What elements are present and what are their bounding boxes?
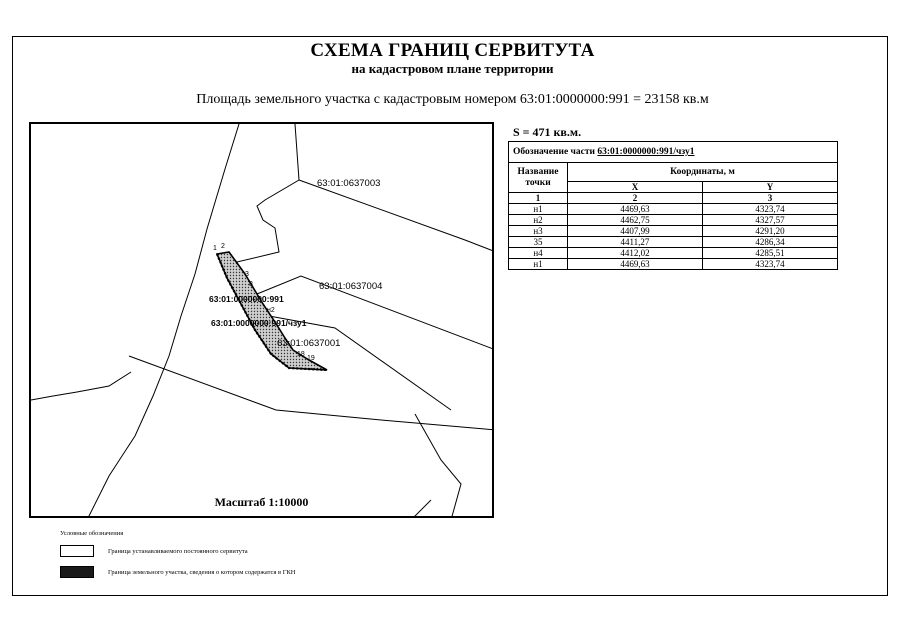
table-row <box>509 226 838 237</box>
cell-x: 4407,99 <box>568 226 703 237</box>
cell-name: н4 <box>509 248 568 259</box>
cell-x: 4412,02 <box>568 248 703 259</box>
col-point-name: Название точки <box>509 163 568 193</box>
table-row <box>509 204 838 215</box>
cell-name: н1 <box>509 259 568 270</box>
designation-value: 63:01:0000000:991/чзу1 <box>597 147 695 157</box>
legend-title: Условные обозначения <box>60 530 124 537</box>
label-part: 63:01:0000000:991/чзу1 <box>211 318 307 328</box>
document-title: СХЕМА ГРАНИЦ СЕРВИТУТА <box>310 40 595 61</box>
cell-x: 4411,27 <box>568 237 703 248</box>
table-row <box>509 259 838 270</box>
label-point-8: 8 <box>249 281 253 288</box>
table-row <box>509 248 838 259</box>
cell-y: 4291,20 <box>702 226 837 237</box>
legend-swatch-parcel <box>60 566 94 578</box>
legend-text-parcel: Граница земельного участка, сведения о котором содержатся в ГКН <box>108 569 296 576</box>
servitude-area: S = 471 кв.м. <box>513 125 582 139</box>
label-block-0637001: 63:01:0637001 <box>277 338 341 349</box>
table-row <box>509 215 838 226</box>
cell-x: 4469,63 <box>568 259 703 270</box>
designation-header: Обозначение части 63:01:0000000:991/чзу1 <box>509 142 838 163</box>
cell-name: 35 <box>509 237 568 248</box>
col-num-3: 3 <box>702 193 837 204</box>
cell-x: 4469,63 <box>568 204 703 215</box>
map-drawing <box>31 124 494 518</box>
cell-y: 4286,34 <box>702 237 837 248</box>
col-num-2: 2 <box>568 193 703 204</box>
cadastral-map <box>29 122 494 518</box>
coordinates-table <box>508 141 838 270</box>
cell-name: н3 <box>509 226 568 237</box>
cell-x: 4462,75 <box>568 215 703 226</box>
label-point-1: 1 <box>213 245 217 252</box>
label-point-2: 2 <box>221 243 225 250</box>
cell-name: н1 <box>509 204 568 215</box>
col-num-1: 1 <box>509 193 568 204</box>
map-scale: Масштаб 1:10000 <box>214 495 309 509</box>
cell-y: 4285,51 <box>702 248 837 259</box>
label-point-3: 3 <box>245 271 249 278</box>
label-block-0637004: 63:01:0637004 <box>319 281 383 292</box>
label-block-0637003: 63:01:0637003 <box>317 178 381 189</box>
col-coordinates: Координаты, м <box>568 163 838 182</box>
legend-swatch-servitude <box>60 545 94 557</box>
col-x: X <box>568 182 703 193</box>
table-row <box>509 237 838 248</box>
cell-y: 4327,57 <box>702 215 837 226</box>
cell-y: 4323,74 <box>702 204 837 215</box>
label-parcel: 63:01:0000000:991 <box>209 294 284 304</box>
label-point-19: 19 <box>307 355 315 362</box>
cell-y: 4323,74 <box>702 259 837 270</box>
parcel-area-line: Площадь земельного участка с кадастровым номером 63:01:0000000:991 = 23158 кв.м <box>196 92 709 107</box>
document-subtitle: на кадастровом плане территории <box>351 61 554 76</box>
col-y: Y <box>702 182 837 193</box>
label-point-18: 18 <box>297 351 305 358</box>
label-point-n2: н2 <box>267 307 275 314</box>
legend-text-servitude: Граница устанавливаемого постоянного сервитута <box>108 548 248 555</box>
cell-name: н2 <box>509 215 568 226</box>
